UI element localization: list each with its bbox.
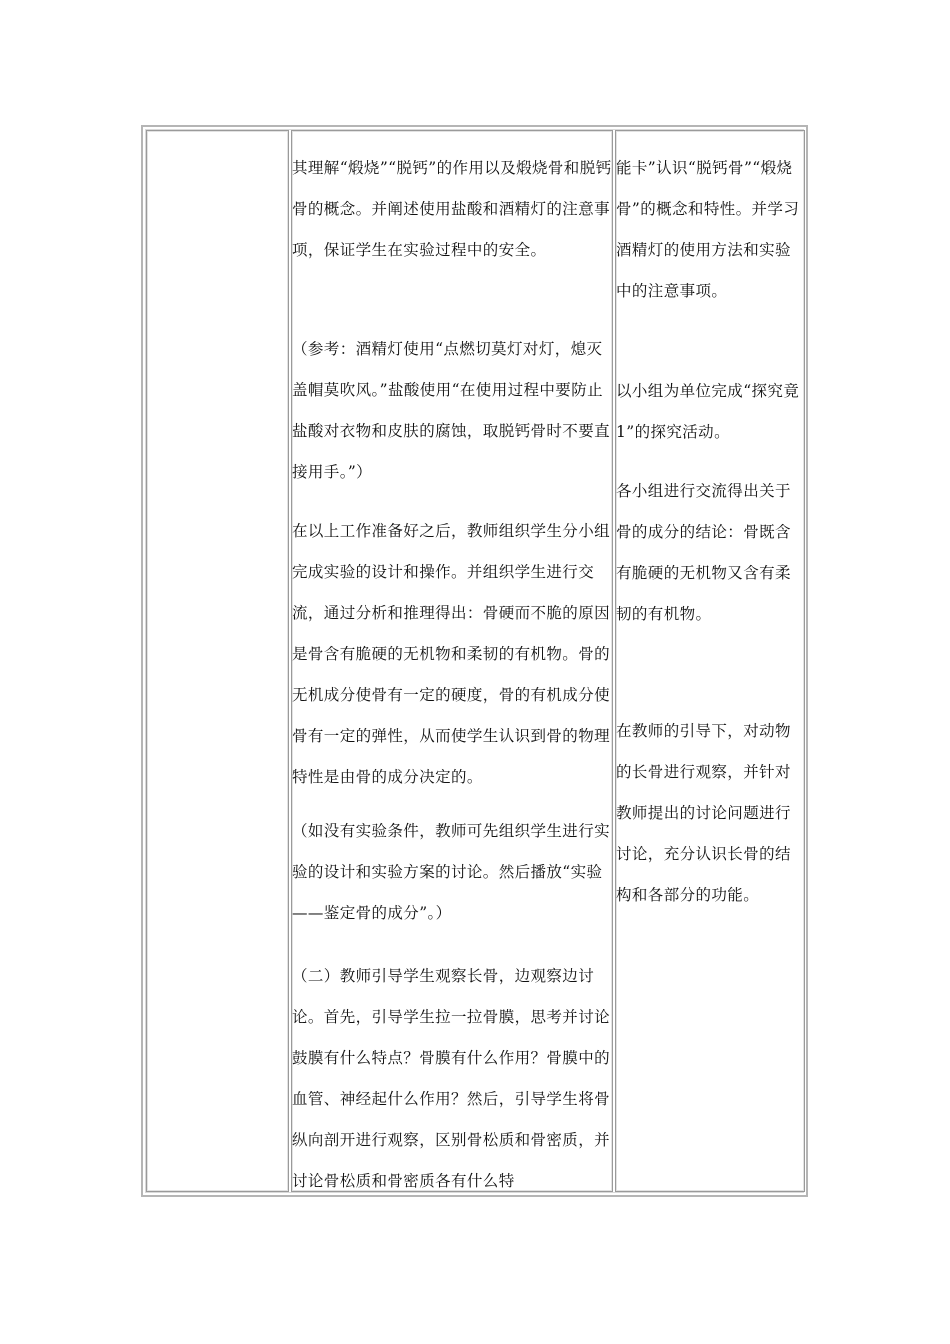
student-paragraph-1: 能卡”认识“脱钙骨”“煅烧骨”的概念和特性。并学习酒精灯的使用方法和实验中的注意事项。: [616, 159, 800, 300]
student-paragraph-2: 以小组为单位完成“探究竟1”的探究活动。: [616, 382, 800, 441]
table-cell-teacher-activity: [291, 130, 613, 1192]
teacher-paragraph-2: （参考：酒精灯使用“点燃切莫灯对灯，熄灭盖帽莫吹风。”盐酸使用“在使用过程中要防止盐酸对衣物和皮肤的腐蚀，取脱钙骨时不要直接用手。”）: [292, 340, 611, 481]
student-paragraph-4: 在教师的引导下，对动物的长骨进行观察，并针对教师提出的讨论问题进行讨论，充分认识长骨的结构和各部分的功能。: [616, 722, 791, 904]
teacher-paragraph-3: 在以上工作准备好之后，教师组织学生分小组完成实验的设计和操作。并组织学生进行交流，通过分析和推理得出：骨硬而不脆的原因是骨含有脆硬的无机物和柔韧的有机物。骨的无机成分使骨有一定的硬度，骨的有机成分使骨有一定的弹性，从而使学生认识到骨的物理特性是由骨的成分决定的。: [292, 522, 611, 786]
teacher-paragraph-5: （二）教师引导学生观察长骨，边观察边讨论。首先，引导学生拉一拉骨膜，思考并讨论鼓膜有什么特点？骨膜有什么作用？骨膜中的血管、神经起什么作用？然后，引导学生将骨纵向剖开进行观察，区别骨松质和骨密质，并讨论骨松质和骨密质各有什么特: [292, 967, 611, 1190]
teacher-paragraph-4: （如没有实验条件，教师可先组织学生进行实验的设计和实验方案的讨论。然后播放“实验——鉴定骨的成分”。）: [292, 822, 611, 922]
teacher-paragraph-1: 其理解“煅烧”“脱钙”的作用以及煅烧骨和脱钙骨的概念。并阐述使用盐酸和酒精灯的注意事项，保证学生在实验过程中的安全。: [292, 159, 612, 259]
table-cell-student-activity: [615, 130, 805, 1192]
table-cell-section: [146, 130, 289, 1192]
lesson-table: [141, 125, 808, 1197]
student-paragraph-3: 各小组进行交流得出关于骨的成分的结论：骨既含有脆硬的无机物又含有柔韧的有机物。: [616, 482, 791, 623]
